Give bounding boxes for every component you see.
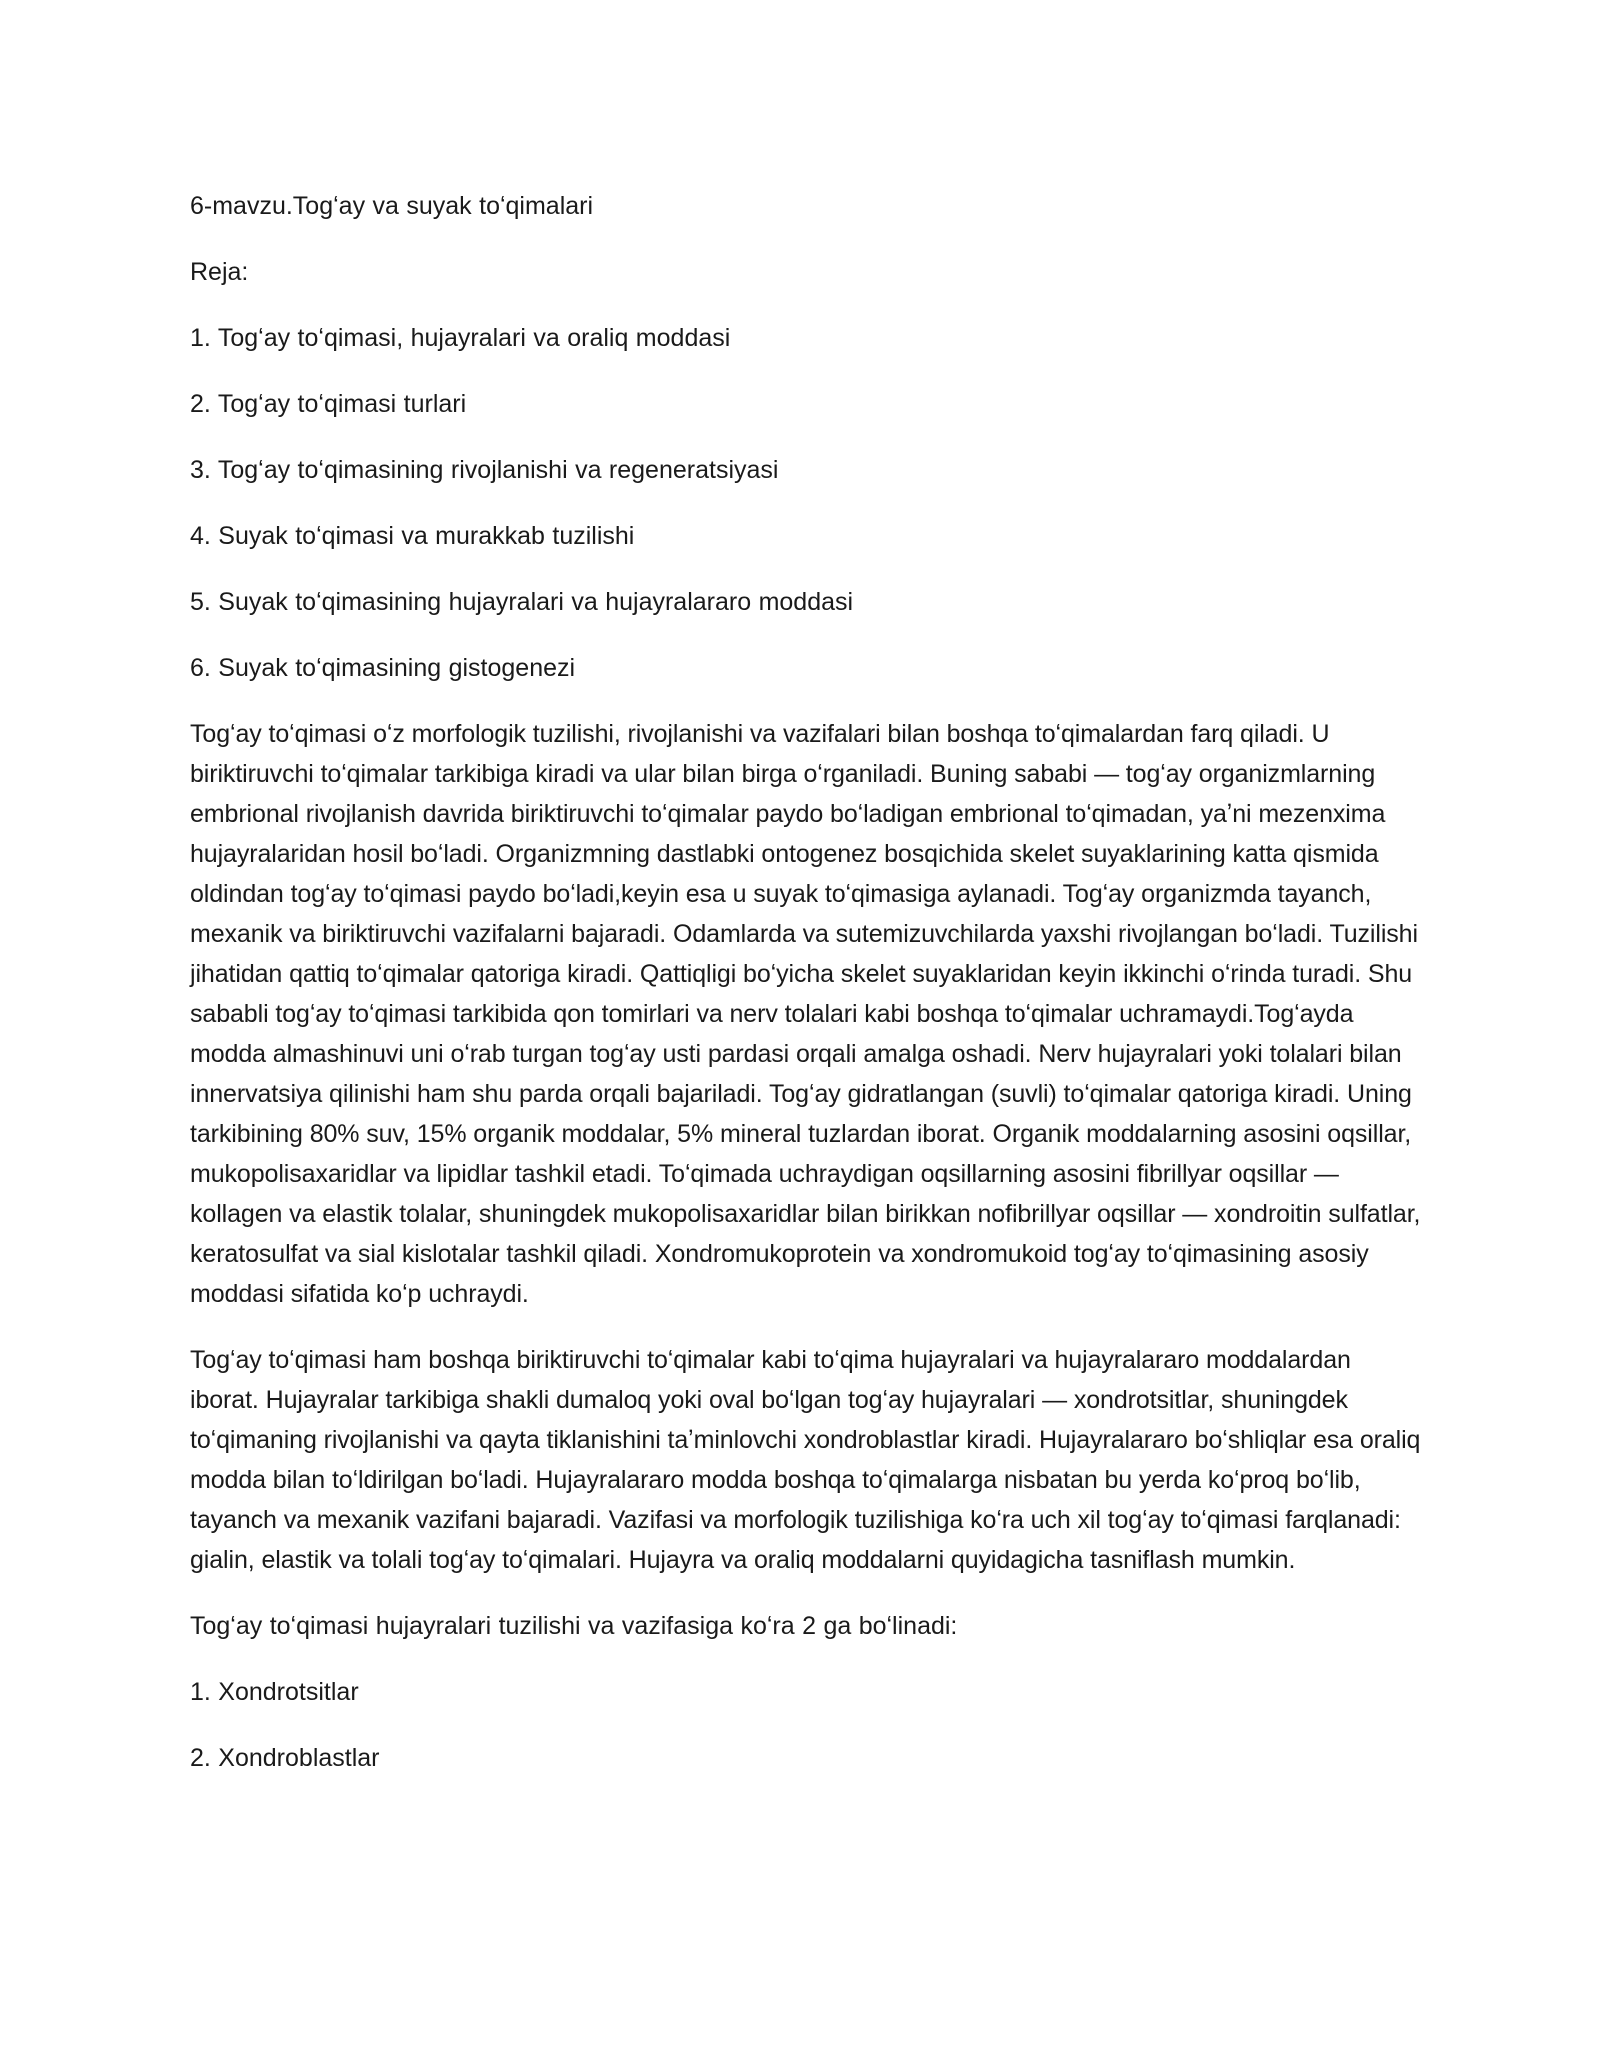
- body-paragraph: Togʻay toʻqimasi ham boshqa biriktiruvchi toʻqimalar kabi toʻqima hujayralari va hujayralararo moddalardan iborat. Hujayralar tarkibiga shakli dumaloq yoki oval boʻlgan togʻay hujayralari — xondrotsitlar, shuningdek toʻqimaning rivojlanishi va qayta tiklanishini taʼminlovchi xondroblastlar kiradi. Hujayralararo boʻshliqlar esa oraliq modda bilan toʻldirilgan boʻladi. Hujayralararo modda boshqa toʻqimalarga nisbatan bu yerda koʻproq boʻlib, tayanch va mexanik vazifani bajaradi. Vazifasi va morfologik tuzilishiga koʻra uch xil togʻay toʻqimasi farqlanadi: gialin, elastik va tolali togʻay toʻqimalari. Hujayra va oraliq moddalarni quyidagicha tasniflash mumkin.: [190, 1346, 1421, 1574]
- plan-item: 2. Togʻay toʻqimasi turlari: [190, 390, 467, 418]
- plan-item: 4. Suyak toʻqimasi va murakkab tuzilishi: [190, 522, 635, 550]
- body-paragraph: Togʻay toʻqimasi oʻz morfologik tuzilishi, rivojlanishi va vazifalari bilan boshqa toʻqimalardan farq qiladi. U biriktiruvchi toʻqimalar tarkibiga kiradi va ular bilan birga oʻrganiladi. Buning sababi — togʻay organizmlarning embrional rivojlanish davrida biriktiruvchi toʻqimalar paydo boʻladigan embrional toʻqimadan, yaʼni mezenxima hujayralaridan hosil boʻladi. Organizmning dastlabki ontogenez bosqichida skelet suyaklarining katta qismida oldindan togʻay toʻqimasi paydo boʻladi,keyin esa u suyak toʻqimasiga aylanadi. Togʻay organizmda tayanch, mexanik va biriktiruvchi vazifalarni bajaradi. Odamlarda va sutemizuvchilarda yaxshi rivojlangan boʻladi. Tuzilishi jihatidan qattiq toʻqimalar qatoriga kiradi. Qattiqligi boʻyicha skelet suyaklaridan keyin ikkinchi oʻrinda turadi. Shu sababli togʻay toʻqimasi tarkibida qon tomirlari va nerv tolalari kabi boshqa toʻqimalar uchramaydi.Togʻayda modda almashinuvi uni oʻrab turgan togʻay usti pardasi orqali amalga oshadi. Nerv hujayralari yoki tolalari bilan innervatsiya qilinishi ham shu parda orqali bajariladi. Togʻay gidratlangan (suvli) toʻqimalar qatoriga kiradi. Uning tarkibining 80% suv, 15% organik moddalar, 5% mineral tuzlardan iborat. Organik moddalarning asosini oqsillar, mukopolisaxaridlar va lipidlar tashkil etadi. Toʻqimada uchraydigan oqsillarning asosini fibrillyar oqsillar — kollagen va elastik tolalar, shuningdek mukopolisaxaridlar bilan birikkan nofibrillyar oqsillar — xondroitin sulfatlar, keratosulfat va sial kislotalar tashkil qiladi. Xondromukoprotein va xondromukoid togʻay toʻqimasining asosiy moddasi sifatida koʻp uchraydi.: [190, 720, 1421, 1308]
- document-title: 6-mavzu.Togʻay va suyak toʻqimalari: [190, 192, 594, 220]
- plan-item: 3. Togʻay toʻqimasining rivojlanishi va regeneratsiyasi: [190, 456, 779, 484]
- plan-item: 6. Suyak toʻqimasining gistogenezi: [190, 654, 576, 682]
- classification-item: 1. Xondrotsitlar: [190, 1678, 359, 1706]
- plan-item: 1. Togʻay toʻqimasi, hujayralari va oraliq moddasi: [190, 324, 731, 352]
- classification-item: 2. Xondroblastlar: [190, 1744, 380, 1772]
- plan-item: 5. Suyak toʻqimasining hujayralari va hujayralararo moddasi: [190, 588, 854, 616]
- classification-intro: Togʻay toʻqimasi hujayralari tuzilishi va vazifasiga koʻra 2 ga boʻlinadi:: [190, 1612, 958, 1640]
- plan-label: Reja:: [190, 258, 249, 286]
- document-page: [190, 186, 1422, 1804]
